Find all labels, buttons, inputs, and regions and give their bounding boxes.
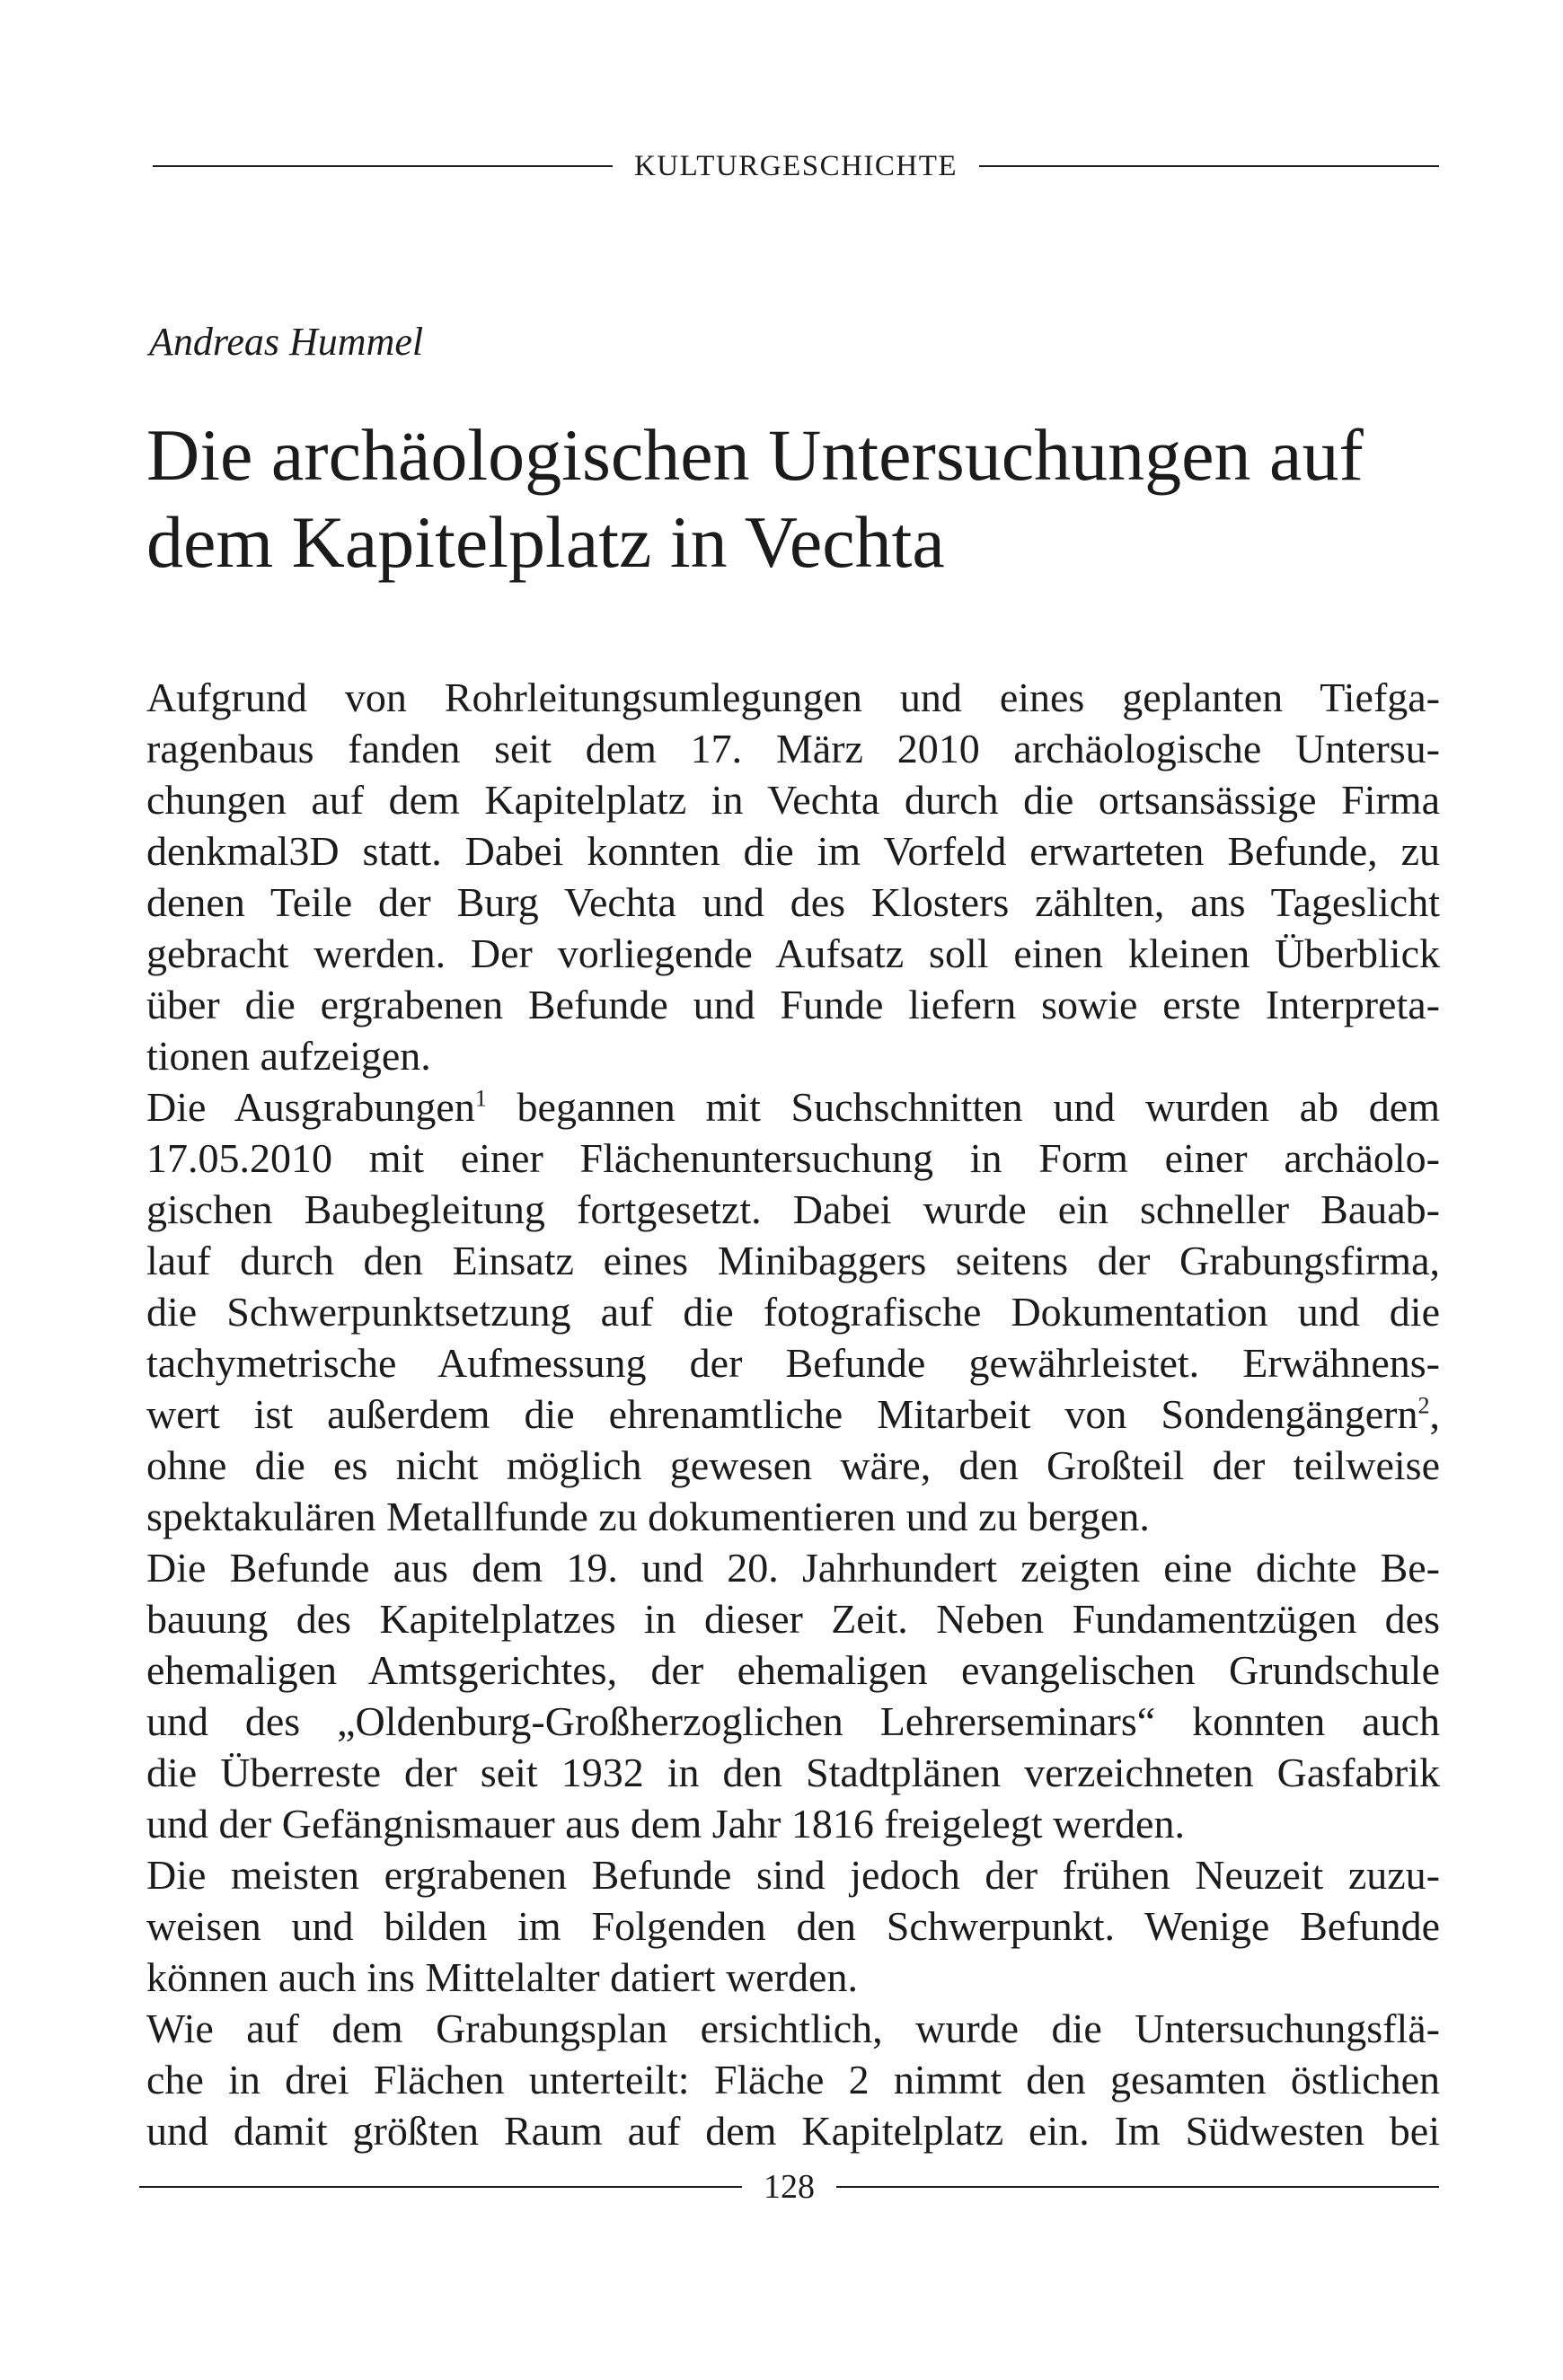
header-rule-left [153, 165, 613, 167]
title-line: dem Kapitelplatz in Vechta [146, 501, 945, 583]
text-line: tionen aufzeigen. [146, 1033, 431, 1079]
text-line-with-footnote [146, 1388, 1440, 1440]
text-line: Die meisten ergrabenen Befunde sind jedoch der frühen Neuzeit zuzu- [146, 1852, 1440, 1898]
text-line: Die Befunde aus dem 19. und 20. Jahrhundert zeigten eine dichte Be- [146, 1545, 1440, 1591]
text-line: weisen und bilden im Folgenden den Schwerpunkt. Wenige Befunde [146, 1903, 1440, 1949]
text-line: ragenbaus fanden seit dem 17. März 2010 archäologische Untersu- [146, 726, 1440, 771]
text-line: über die ergrabenen Befunde und Funde liefern sowie erste Interpreta- [146, 982, 1440, 1027]
text-fragment: Die Ausgrabungen [146, 1084, 475, 1130]
text-line: ehemaligen Amtsgerichtes, der ehemaligen evangelischen Grundschule [146, 1647, 1440, 1693]
title-line: Die archäologischen Untersuchungen auf [146, 414, 1364, 496]
text-fragment: begannen mit Suchschnitten und wurden ab dem [486, 1084, 1440, 1130]
footer-rule-right [836, 2186, 1439, 2188]
footnote-ref-1[interactable]: 1 [474, 1085, 487, 1112]
text-line: lauf durch den Einsatz eines Minibaggers seitens der Grabungsfirma, [146, 1238, 1440, 1283]
text-line: denkmal3D statt. Dabei konnten die im Vorfeld erwarteten Befunde, zu [146, 828, 1440, 874]
text-line: gischen Baubegleitung fortgesetzt. Dabei wurde ein schneller Bauab- [146, 1186, 1440, 1232]
text-line: bauung des Kapitelplatzes in dieser Zeit. Neben Fundamentzügen des [146, 1596, 1440, 1642]
text-line: ohne die es nicht möglich gewesen wäre, den Großteil der teilweise [146, 1442, 1440, 1488]
text-fragment: , [1429, 1391, 1440, 1437]
text-line: Wie auf dem Grabungsplan ersichtlich, wurde die Untersuchungsflä- [146, 2005, 1440, 2051]
text-line: chungen auf dem Kapitelplatz in Vechta durch die ortsansässige Firma [146, 777, 1440, 823]
article-body [146, 672, 1440, 2156]
footer-rule-left [139, 2186, 742, 2188]
author-name: Andreas Hummel [149, 320, 424, 364]
text-line: und des „Oldenburg-Großherzoglichen Lehrerseminars“ konnten auch [146, 1698, 1440, 1744]
running-header [153, 144, 1439, 189]
text-line: gebracht werden. Der vorliegende Aufsatz soll einen kleinen Überblick [146, 930, 1440, 976]
text-line: und damit größten Raum auf dem Kapitelplatz ein. Im Südwesten bei [146, 2108, 1440, 2154]
text-line: denen Teile der Burg Vechta und des Klosters zählten, ans Tageslicht [146, 879, 1440, 925]
article-title [146, 411, 1449, 586]
header-rule-right [979, 165, 1439, 167]
text-line-with-footnote [146, 1081, 1440, 1133]
text-line: che in drei Flächen unterteilt: Fläche 2 nimmt den gesamten östlichen [146, 2057, 1440, 2102]
text-line: spektakulären Metallfunde zu dokumentieren und zu bergen. [146, 1494, 1150, 1539]
text-line: die Schwerpunktsetzung auf die fotografische Dokumentation und die [146, 1289, 1440, 1335]
text-fragment: wert ist außerdem die ehrenamtliche Mitarbeit von Sondengängern [146, 1391, 1418, 1437]
page-footer [139, 2164, 1439, 2209]
text-line: und der Gefängnismauer aus dem Jahr 1816 freigelegt werden. [146, 1801, 1185, 1847]
section-label: KULTURGESCHICHTE [633, 149, 958, 182]
text-line: tachymetrische Aufmessung der Befunde gewährleistet. Erwähnens- [146, 1340, 1440, 1386]
text-line: die Überreste der seit 1932 in den Stadtplänen verzeichneten Gasfabrik [146, 1750, 1440, 1795]
text-line: 17.05.2010 mit einer Flächenuntersuchung in Form einer archäolo- [146, 1135, 1440, 1181]
page-number: 128 [764, 2168, 815, 2206]
footnote-ref-2[interactable]: 2 [1417, 1392, 1430, 1419]
text-line: können auch ins Mittelalter datiert werden. [146, 1954, 858, 2000]
text-line: Aufgrund von Rohrleitungsumlegungen und eines geplanten Tiefga- [146, 674, 1440, 720]
